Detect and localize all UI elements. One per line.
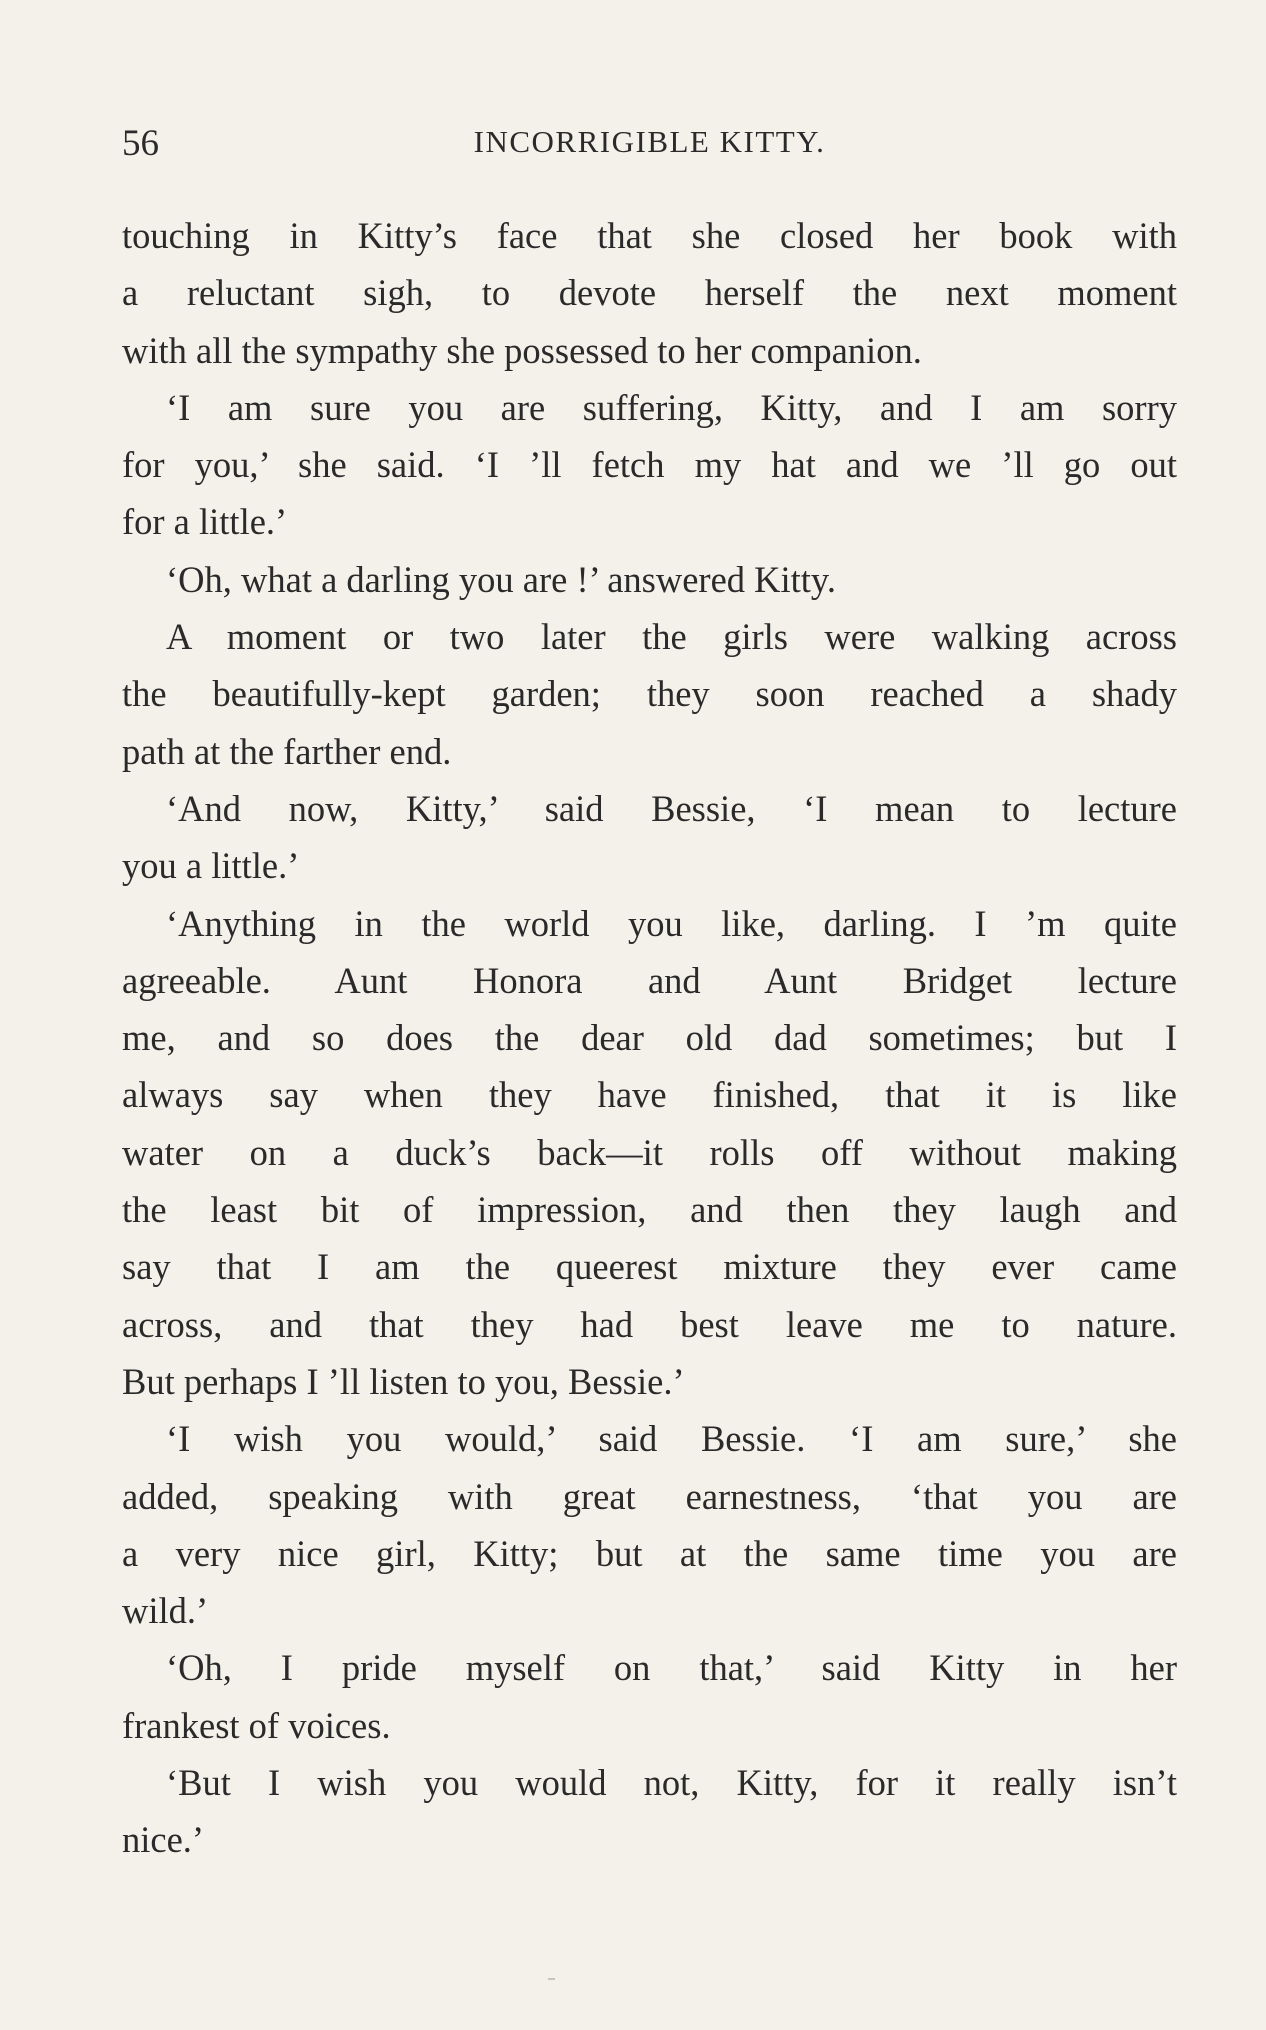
running-head: [122, 122, 1177, 166]
text-line: ‘I am sure you are suffering, Kitty, and I am sorry: [166, 386, 1177, 428]
text-line: ‘Oh, what a darling you are !’ answered Kitty.: [166, 558, 836, 600]
text-line: the least bit of impression, and then they laugh and: [122, 1189, 1177, 1231]
text-line: wild.’: [122, 1590, 209, 1632]
text-line: ‘Oh, I pride myself on that,’ said Kitty in her: [166, 1647, 1177, 1689]
text-line: you a little.’: [122, 845, 300, 887]
text-line: path at the farther end.: [122, 730, 452, 772]
running-title: INCORRIGIBLE KITTY.: [473, 124, 826, 159]
text-line: agreeable. Aunt Honora and Aunt Bridget lecture: [122, 959, 1177, 1001]
text-line: across, and that they had best leave me to nature.: [122, 1303, 1177, 1345]
text-line: A moment or two later the girls were walking across: [166, 616, 1177, 658]
text-line: a reluctant sigh, to devote herself the next moment: [122, 272, 1177, 314]
text-line: water on a duck’s back—it rolls off without making: [122, 1131, 1177, 1173]
body-text: [122, 207, 1177, 1869]
text-line: a very nice girl, Kitty; but at the same time you are: [122, 1532, 1177, 1574]
text-line: added, speaking with great earnestness, ‘that you are: [122, 1475, 1177, 1517]
text-line: the beautifully-kept garden; they soon reached a shady: [122, 673, 1177, 715]
text-line: say that I am the queerest mixture they ever came: [122, 1246, 1177, 1288]
text-line: ‘Anything in the world you like, darling. I ’m quite: [166, 902, 1177, 944]
text-line: frankest of voices.: [122, 1704, 391, 1746]
text-line: for a little.’: [122, 501, 288, 543]
text-line: ‘I wish you would,’ said Bessie. ‘I am sure,’ she: [166, 1418, 1177, 1460]
text-line: me, and so does the dear old dad sometimes; but I: [122, 1017, 1177, 1059]
text-line: nice.’: [122, 1819, 205, 1861]
text-line: with all the sympathy she possessed to her companion.: [122, 329, 922, 371]
text-line: ‘But I wish you would not, Kitty, for it really isn’t: [166, 1762, 1177, 1804]
text-line: touching in Kitty’s face that she closed her book with: [122, 215, 1177, 256]
page-number: 56: [122, 123, 159, 164]
text-line: ‘And now, Kitty,’ said Bessie, ‘I mean to lecture: [166, 787, 1177, 829]
text-line: for you,’ she said. ‘I ’ll fetch my hat and we ’ll go out: [122, 444, 1177, 486]
print-speck: [548, 1978, 555, 1980]
text-line: But perhaps I ’ll listen to you, Bessie.’: [122, 1360, 685, 1402]
text-line: always say when they have finished, that it is like: [122, 1074, 1177, 1116]
